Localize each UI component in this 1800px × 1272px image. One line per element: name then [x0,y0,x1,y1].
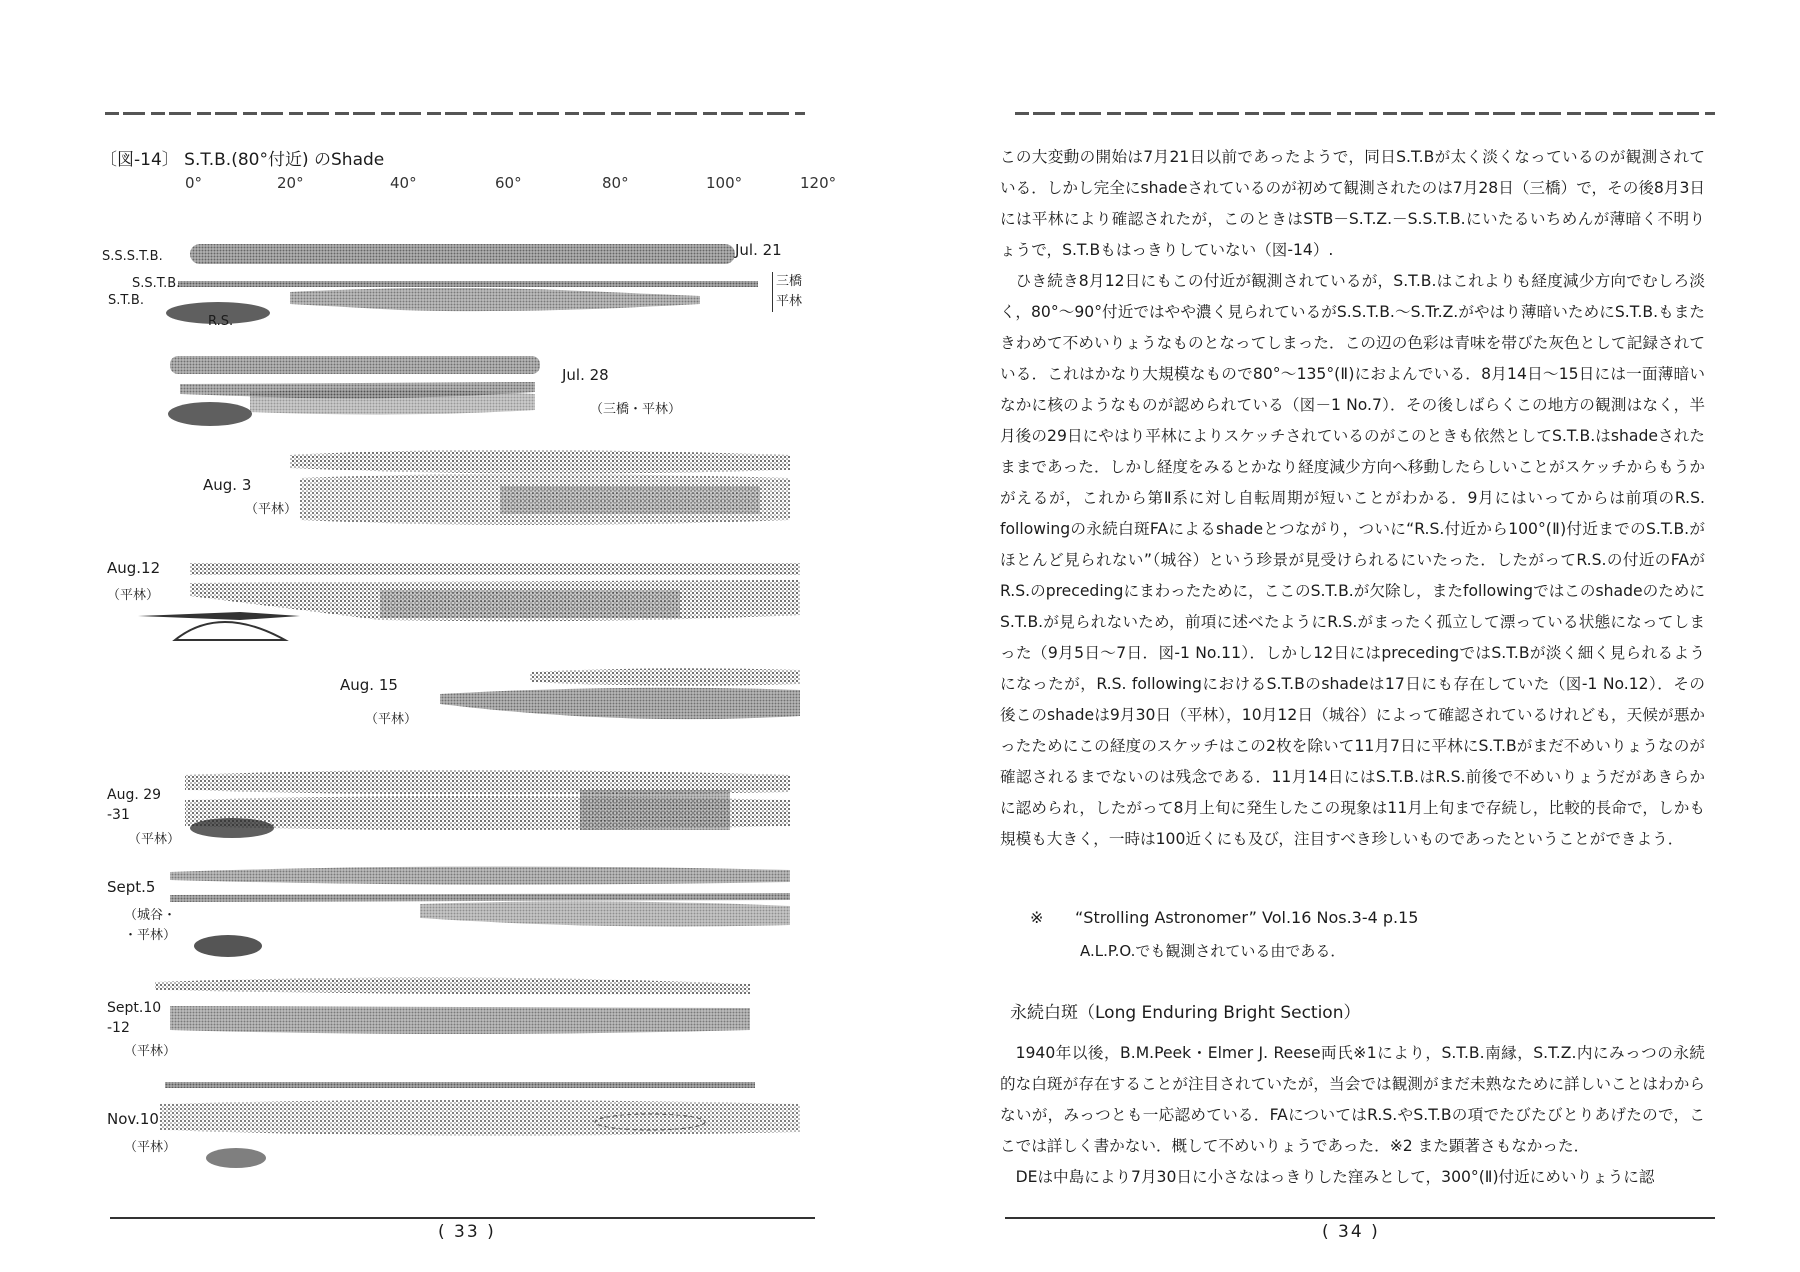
band-name: S.S.S.T.B. [102,249,163,264]
body-paragraph: 1940年以後，B.M.Peek・Elmer J. Reese両氏※1により，S.T.B.南縁，S.T.Z.内にみっつの永続的な白斑が存在することが注目されていたが，当会では観測がまだ未熟なために詳しいことはわからないが，みっつとも一応認めている．FAについてはR.S.やS.T.Bの項でたびたびとりあげたので，ここでは詳しく書かない．概して不めいりょうであった．※2 また顕著さもなかった． [1000,1044,1705,1155]
longitude-tick: 120° [800,174,837,192]
sketch-band [190,563,800,575]
figure-title: 〔図-14〕 S.T.B.(80°付近) のShade [100,150,385,170]
longitude-tick: 40° [390,174,417,192]
sketch-band [250,389,535,414]
sketch-band [190,244,735,264]
footnote-citation: “Strolling Astronomer” Vol.16 Nos.3-4 p.15 [1075,908,1419,927]
observation-date: Aug. 15 [340,676,398,694]
sketch-band [290,288,700,311]
body-paragraph: この大変動の開始は7月21日以前であったようで，同日S.T.Bが太く淡くなっているのが観測されている．しかし完全にshadeされているのが初めて観測されたのは7月28日（三橋）で，その後8月3日には平林により確認されたが，このときはSTB－S.T.Z.－S.S.T.B.にいたるいちめんが薄暗く不明りょうで，S.T.Bもはっきりしていない（図-14）. [1000,148,1705,259]
red-spot-sketch [190,818,274,838]
observation-date: Nov.10 [107,1110,159,1128]
band-name: S.S.T.B. [132,276,181,291]
sketch-band [170,893,790,902]
longitude-tick: 20° [277,174,304,192]
sketch-band [155,977,750,994]
sketch-band [170,1006,750,1034]
observation-observer: （三橋・平林） [590,402,682,417]
sketch-band [420,901,790,926]
bottom-rule [1005,1217,1715,1219]
longitude-tick: 100° [706,174,743,192]
red-spot-sketch [175,622,285,640]
sketch-band [500,486,760,514]
sketch-band [160,1100,800,1136]
observation-observer: （平林） [365,712,418,727]
observation-date: Aug. 3 [203,476,252,494]
red-spot-sketch [206,1148,266,1168]
observation-date: Sept.10 -12 [107,1000,162,1036]
page-number: ( 33 ) [438,1222,496,1242]
top-rule [1015,112,1715,115]
section-heading: 永続白斑（Long Enduring Bright Section） [1010,1003,1361,1023]
sketch-band [290,450,790,474]
observation-observer: （平林） [124,1044,177,1059]
observation-observer: （城谷・ ・平林） [124,908,177,943]
observation-date: Jul. 28 [562,366,609,384]
sketch-band [165,1082,755,1088]
longitude-tick: 80° [602,174,629,192]
longitude-tick: 60° [495,174,522,192]
sketch-band [580,790,730,830]
bottom-rule [110,1217,815,1219]
observation-observer: （平林） [124,1140,177,1155]
footnote-text: A.L.P.O.でも観測されている由である． [1080,942,1346,960]
observation-date: Jul. 21 [735,241,782,259]
band-name: S.T.B. [108,293,144,308]
red-spot-sketch [194,935,262,957]
observation-date: Aug.12 [107,559,161,577]
body-paragraph: DEは中島により7月30日に小さなはっきりした窪みとして，300°(Ⅱ)付近にめいりょうに認 [1015,1168,1655,1186]
sketch-band [530,668,800,685]
sketch-band [170,356,540,374]
red-spot-sketch [168,402,252,426]
observation-observer: （平林） [128,832,181,847]
band-name: R.S. [208,314,234,329]
observation-observer: （平林） [245,502,298,517]
longitude-tick: 0° [185,174,203,192]
sketch-band [170,866,790,884]
footnote-mark: ※ [1030,908,1044,927]
page-number: ( 34 ) [1322,1222,1380,1242]
sketch-band [440,688,800,719]
observation-date: Sept.5 [107,878,156,896]
body-paragraph: ひき続き8月12日にもこの付近が観測されているが，S.T.B.はこれよりも経度減少方向でむしろ淡く，80°～90°付近ではやや濃く見られているがS.S.T.B.～S.Tr.Z.がやはり薄暗いためにS.T.B.もまたきわめて不めいりょうなものとなってしまった．この辺の色彩は青味を帯びた灰色として記録されている．これはかなり大規模なもので80°～135°(Ⅱ)におよんでいる．8月14日～15日には一面薄暗いなかに核のようなものが認められている（図－1 No.7）．その後しばらくこの地方の観測はなく，半月後の29日にやはり平林によりスケッチされているのがこのときも依然としてS.T.B.はshadeされたままであった．しかし経度をみるとかなり経度減少方向へ移動したらしいことがスケッチからもうかがえるが，これから第Ⅱ系に対し自転周期が短いことがわかる．9月にはいってからは前項のR.S. followingの永続白斑FAによるshadeとつながり，ついに“R.S.付近から100°(Ⅱ)付近までのS.T.B.がほとんど見られない”（城谷）という珍景が見受けられるにいたった．したがってR.S.の付近のFAがR.S.のprecedingにまわったために，ここのS.T.B.が欠除し，またfollowingではこのshadeのためにS.T.B.が見られないため，前項に述べたようにR.S.がまったく孤立して漂っている状態になってしまった（9月5日～7日．図-1 No.11）．しかし12日にはprecedingではS.T.Bが淡く細く見られるようになったが，R.S. followingにおけるS.T.Bのshadeは17日にも存在していた（図-1 No.12）．その後このshadeは9月30日（平林），10月12日（城谷）によって確認されているけれども，天候が悪かったためにこの経度のスケッチはこの2枚を除いて11月7日に平林にS.T.Bがまだ不めいりょうなのが確認されるまでないのは残念である．11月14日にはS.T.B.はR.S.前後で不めいりょうだがあきらかに認められ，したがって8月上旬に発生したこの現象は11月上旬まで存続し，比較的長命で，しかも規模も大きく，一時は100近くにも及び，注目すべき珍しいものであったということができよう． [1000,272,1705,848]
sketch-band [178,281,758,287]
observation-observer: 三橋 平林 [772,272,816,312]
observation-date: Aug. 29 -31 [107,787,162,823]
sketch-band [138,612,300,620]
observation-observer: （平林） [107,588,160,603]
sketch-band [380,590,680,618]
